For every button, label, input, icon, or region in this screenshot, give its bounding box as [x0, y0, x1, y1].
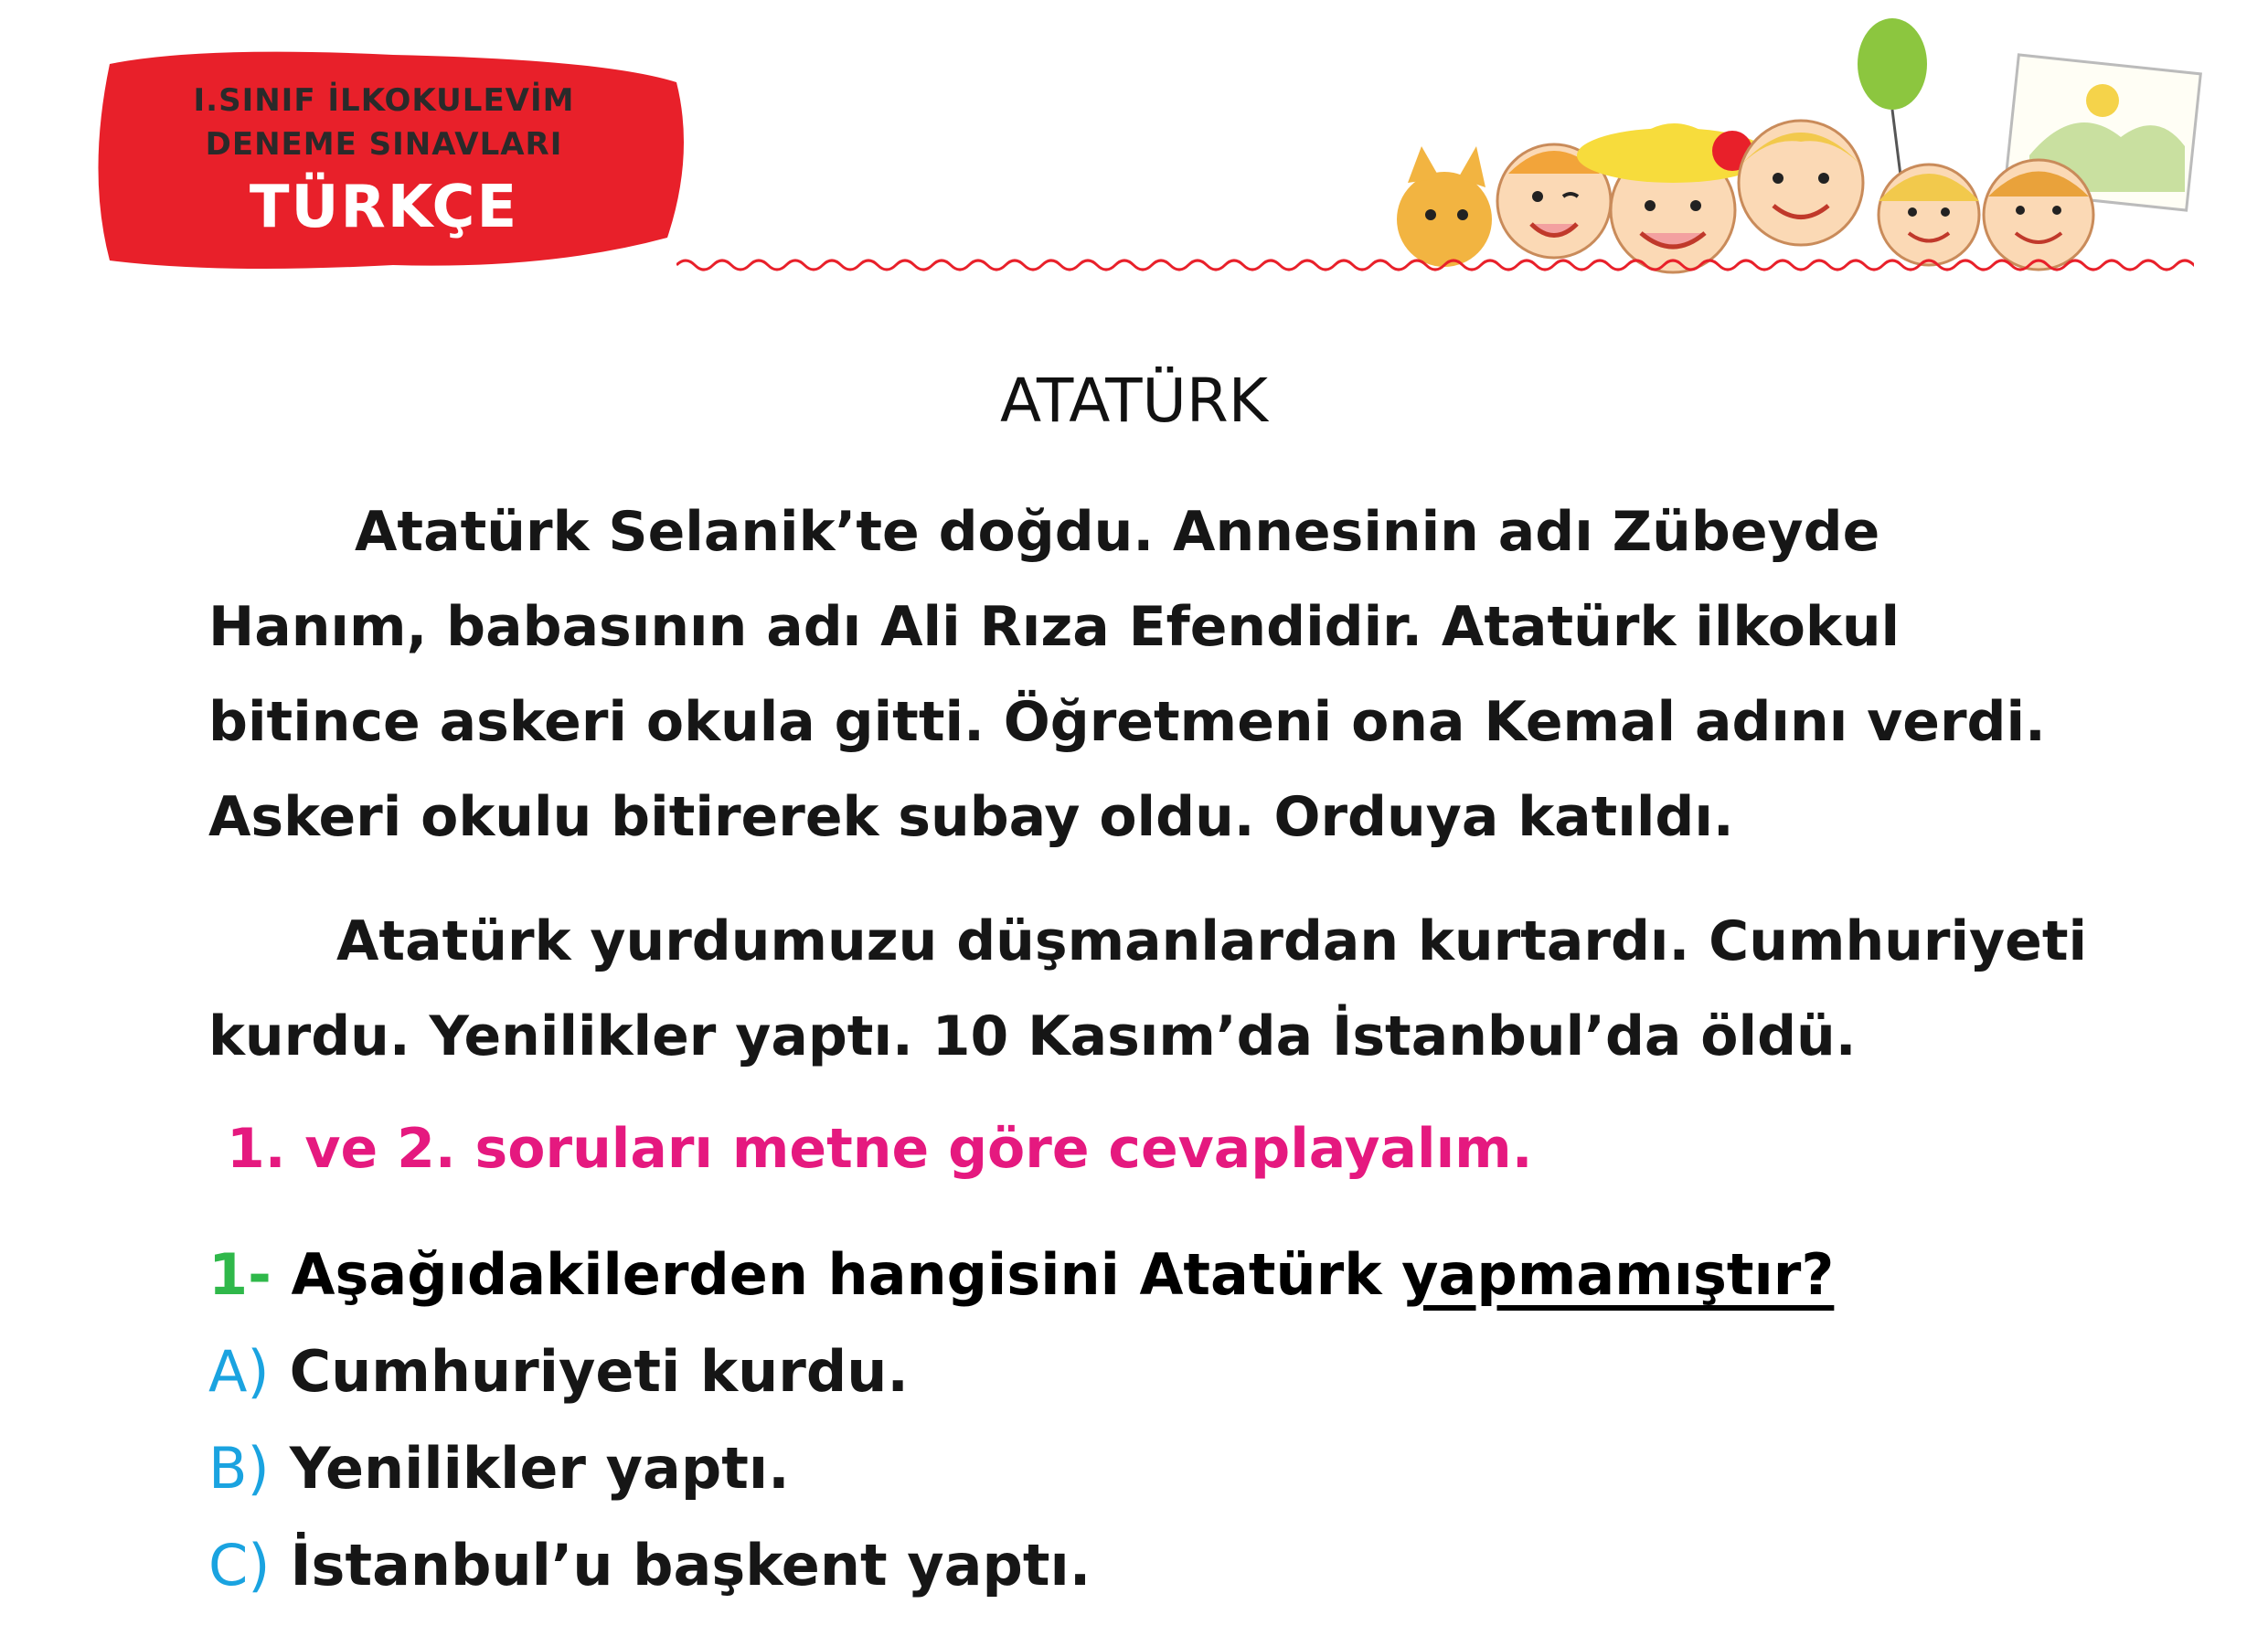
banner-subject: TÜRKÇE [249, 174, 519, 241]
option-a[interactable] [208, 1338, 909, 1405]
kids-illustration [1371, 9, 2231, 283]
option-text: İstanbul’u başkent yaptı. [290, 1532, 1091, 1599]
option-letter: A) [208, 1338, 270, 1405]
banner-grade-label: I.SINIF İLKOKULEVİM [193, 82, 575, 119]
kid-face-icon [1739, 121, 1863, 245]
option-text: Cumhuriyeti kurdu. [289, 1338, 909, 1405]
wavy-divider [676, 247, 2194, 283]
instruction-text: 1. ve 2. soruları metne göre cevaplayalım. [227, 1117, 1533, 1181]
paragraph-1 [208, 484, 2092, 865]
banner-shape [91, 46, 695, 283]
paragraph-2 [208, 894, 2092, 1084]
document-title: ATATÜRK [999, 366, 1268, 436]
header-banner [91, 46, 695, 283]
question-emphasis: yapmamıştır? [1401, 1241, 1835, 1308]
option-letter: C) [208, 1532, 271, 1599]
option-letter: B) [208, 1435, 270, 1502]
option-b[interactable] [208, 1435, 790, 1502]
option-c[interactable] [208, 1532, 1091, 1599]
banner-exam-label: DENEME SINAVLARI [205, 126, 563, 163]
question-text: Aşağıdakilerden hangisini Atatürk [291, 1241, 1402, 1308]
question-number: 1- [208, 1241, 272, 1308]
paragraph-2-text: Atatürk yurdumuzu düşmanlardan kurtardı. Cumhuriyeti kurdu. Yenilikler yaptı. 10 Kasım’da İstanbul’da öldü. [208, 909, 2088, 1068]
paragraph-1-text: Atatürk Selanik’te doğdu. Annesinin adı Zübeyde Hanım, babasının adı Ali Rıza Efendidir. Atatürk ilkokul bitince askeri okula gitti. Öğretmeni ona Kemal adını verdi. Askeri okulu bitirerek subay oldu. Orduya katıldı. [208, 500, 2046, 849]
question-1 [208, 1241, 1834, 1308]
option-text: Yenilikler yaptı. [289, 1435, 790, 1502]
